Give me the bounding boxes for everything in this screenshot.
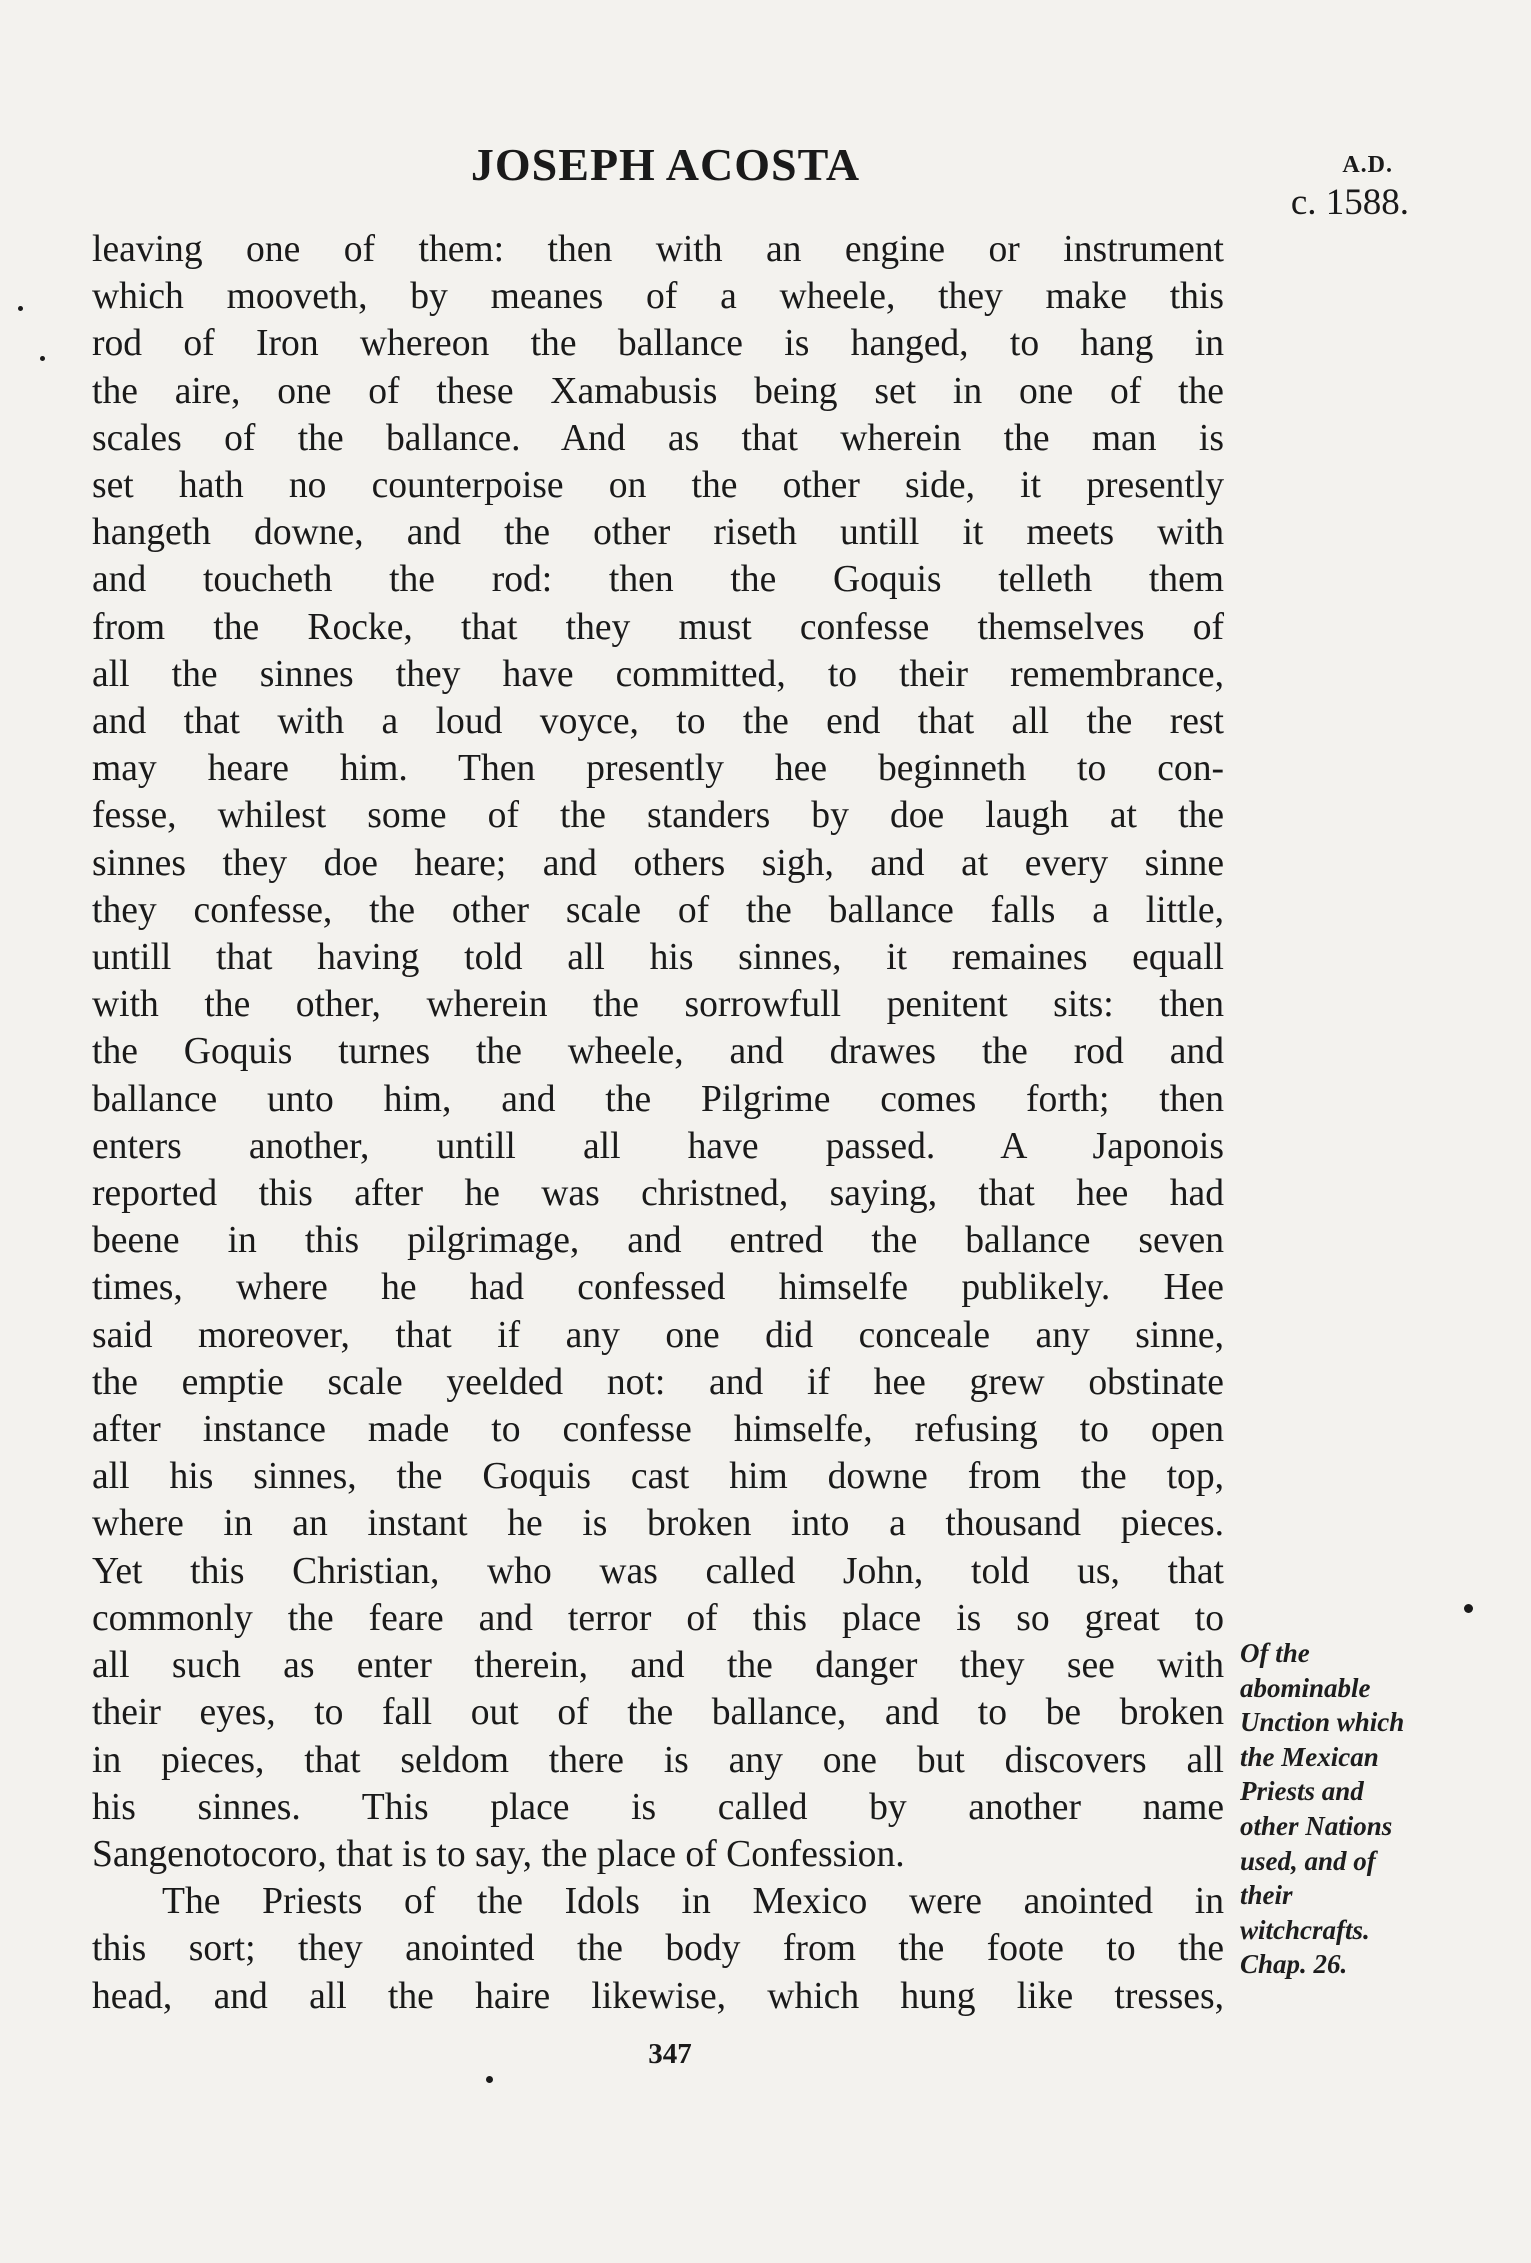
marginal-note-line: Chap. 26.	[1240, 1949, 1348, 1980]
text-line: enters another, untill all have passed. A Japonois	[92, 1125, 1224, 1167]
running-head-title: JOSEPH ACOSTA	[470, 139, 861, 190]
text-line: ballance unto him, and the Pilgrime comes forth; then	[92, 1078, 1224, 1120]
text-line: Sangenotocoro, that is to say, the place of Confession.	[92, 1833, 905, 1875]
text-line: scales of the ballance. And as that wherein the man is	[92, 417, 1224, 459]
marginal-note-line: abominable	[1240, 1672, 1371, 1703]
text-line: the emptie scale yeelded not: and if hee grew obstinate	[92, 1361, 1224, 1403]
text-line: where in an instant he is broken into a thousand pieces.	[92, 1503, 1224, 1545]
marginal-note-line: other Nations	[1240, 1810, 1393, 1841]
page-number: 347	[648, 2038, 692, 2070]
marginal-note-line: used, and of	[1240, 1845, 1376, 1876]
text-line: Yet this Christian, who was called John, told us, that	[92, 1550, 1224, 1592]
text-line: fesse, whilest some of the standers by doe laugh at the	[92, 795, 1224, 837]
scan-speck	[40, 356, 45, 361]
date-margin-note	[1291, 150, 1409, 226]
text-line: rod of Iron whereon the ballance is hanged, to hang in	[92, 323, 1224, 365]
text-line: The Priests of the Idols in Mexico were anointed in	[162, 1881, 1224, 1923]
text-line: beene in this pilgrimage, and entred the ballance seven	[92, 1220, 1224, 1262]
text-line: in pieces, that seldom there is any one but discovers all	[92, 1739, 1224, 1781]
text-line: all his sinnes, the Goquis cast him downe from the top,	[92, 1456, 1224, 1498]
date-year: c. 1588.	[1290, 182, 1409, 223]
text-line: leaving one of them: then with an engine or instrument	[92, 229, 1224, 270]
marginal-note-line: their	[1240, 1880, 1293, 1911]
text-line: after instance made to confesse himselfe, refusing to open	[92, 1409, 1224, 1451]
text-line: they confesse, the other scale of the ballance falls a little,	[92, 889, 1224, 931]
body-text	[92, 226, 1224, 2020]
text-line: the aire, one of these Xamabusis being set in one of the	[92, 370, 1224, 412]
text-line: and that with a loud voyce, to the end that all the rest	[92, 701, 1224, 743]
text-line: hangeth downe, and the other riseth untill it meets with	[92, 512, 1224, 554]
marginal-note	[1240, 1636, 1480, 1982]
text-line: commonly the feare and terror of this place is so great to	[92, 1597, 1224, 1639]
text-line: all such as enter therein, and the danger they see with	[92, 1645, 1224, 1687]
text-line: untill that having told all his sinnes, it remaines equall	[92, 937, 1224, 979]
marginal-note-line: witchcrafts.	[1240, 1914, 1370, 1945]
text-line: times, where he had confessed himselfe publikely. Hee	[92, 1267, 1224, 1309]
text-line: from the Rocke, that they must confesse themselves of	[92, 606, 1224, 648]
text-line: this sort; they anointed the body from the foote to the	[92, 1928, 1224, 1970]
text-line: his sinnes. This place is called by another name	[92, 1786, 1224, 1828]
date-label: A.D.	[1342, 152, 1393, 178]
text-line: with the other, wherein the sorrowfull penitent sits: then	[92, 984, 1224, 1026]
text-line: may heare him. Then presently hee beginneth to con-	[92, 748, 1224, 790]
scan-speck	[1464, 1604, 1473, 1613]
text-line: the Goquis turnes the wheele, and drawes the rod and	[92, 1031, 1224, 1073]
marginal-note-line: Unction which	[1240, 1707, 1405, 1738]
text-line: all the sinnes they have committed, to their remembrance,	[92, 653, 1224, 695]
marginal-note-line: Of the	[1240, 1638, 1310, 1668]
scan-speck	[486, 2076, 493, 2083]
text-line: which mooveth, by meanes of a wheele, they make this	[92, 276, 1224, 318]
text-line: sinnes they doe heare; and others sigh, and at every sinne	[92, 842, 1224, 884]
text-line: their eyes, to fall out of the ballance, and to be broken	[92, 1692, 1224, 1734]
marginal-note-line: the Mexican	[1240, 1741, 1379, 1772]
text-line: head, and all the haire likewise, which hung like tresses,	[92, 1975, 1224, 2017]
text-line: and toucheth the rod: then the Goquis telleth them	[92, 559, 1224, 601]
marginal-note-line: Priests and	[1240, 1776, 1364, 1807]
text-line: set hath no counterpoise on the other side, it presently	[92, 465, 1224, 507]
text-line: reported this after he was christned, saying, that hee had	[92, 1173, 1224, 1215]
text-line: said moreover, that if any one did conceale any sinne,	[92, 1314, 1224, 1356]
scan-speck	[18, 306, 23, 311]
